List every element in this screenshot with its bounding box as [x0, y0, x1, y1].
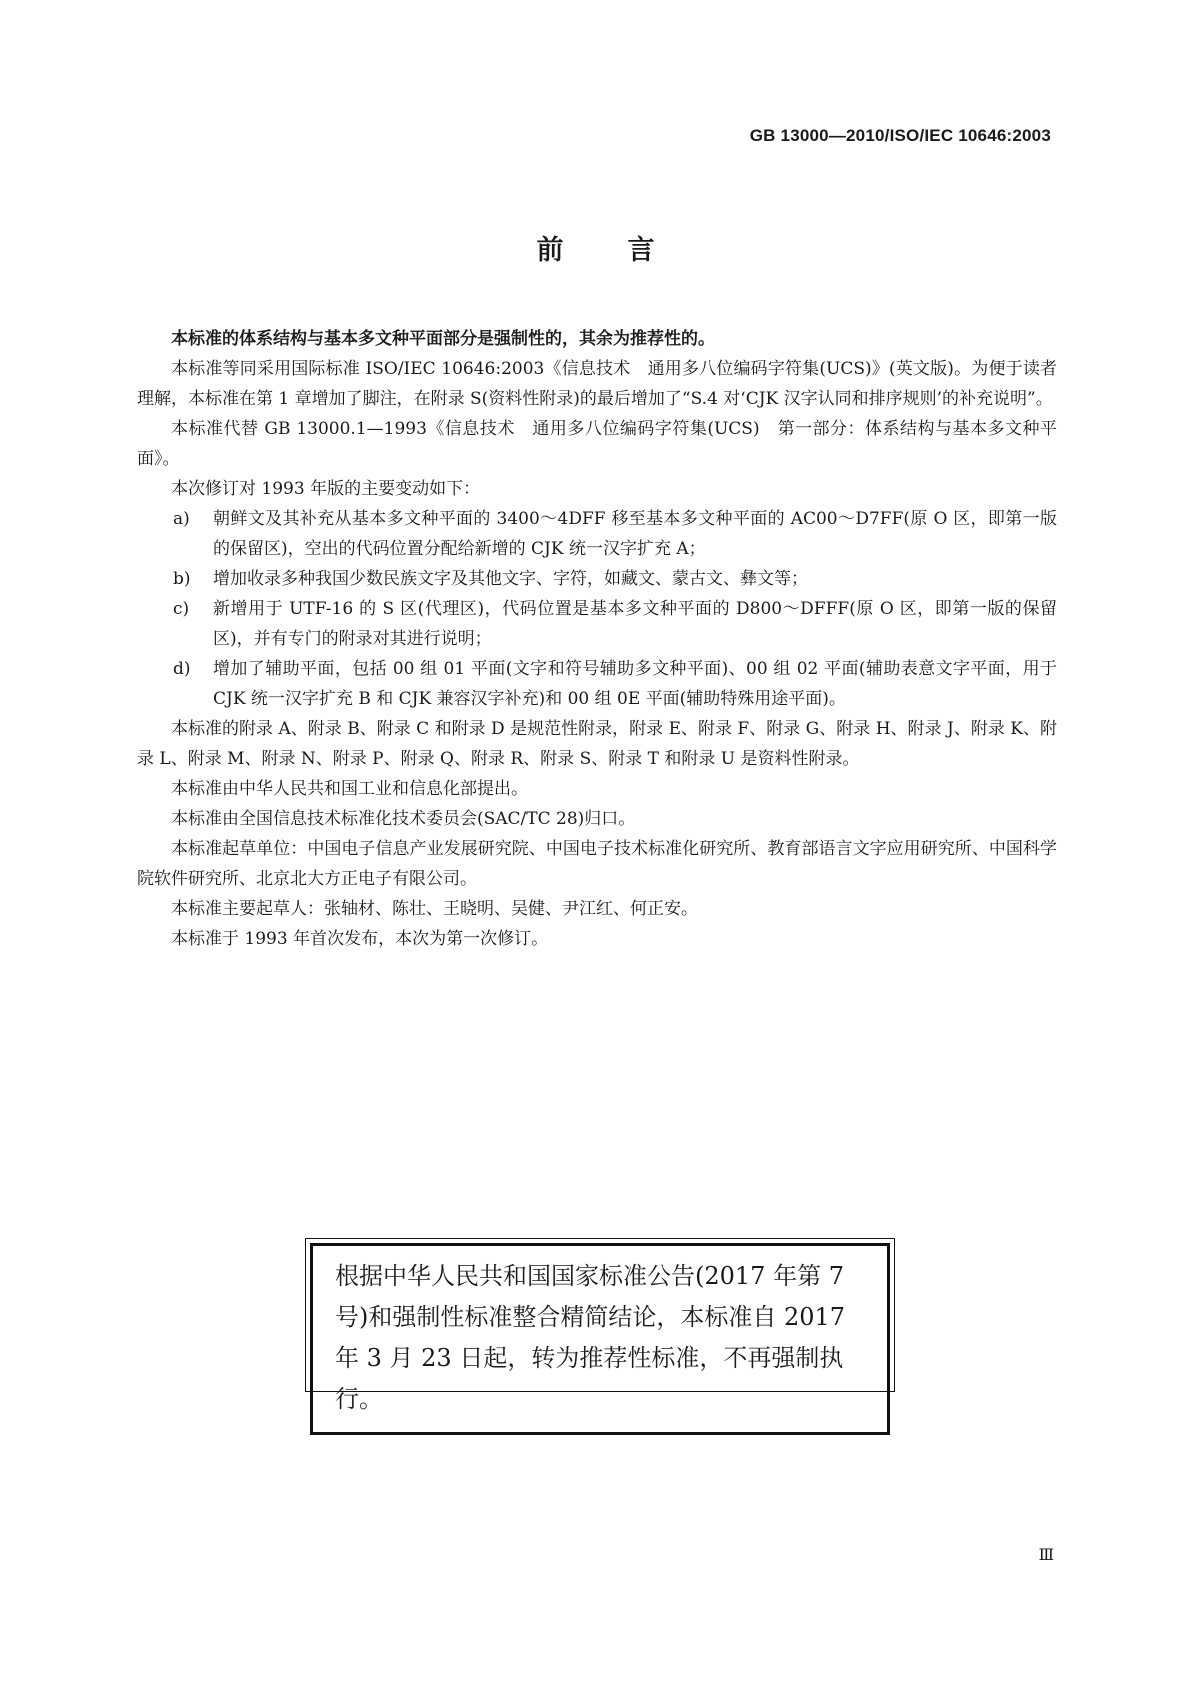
list-text: 增加收录多种我国少数民族文字及其他文字、字符，如藏文、蒙古文、彝文等； — [213, 569, 808, 589]
list-item — [137, 654, 1057, 714]
list-item — [137, 504, 1057, 564]
list-item — [137, 564, 1057, 594]
paragraph-drafters: 本标准主要起草人：张轴材、陈壮、王晓明、吴健、尹江红、何正安。 — [171, 899, 698, 919]
paragraph-proposed-by: 本标准由中华人民共和国工业和信息化部提出。 — [171, 779, 528, 799]
document-code: GB 13000—2010/ISO/IEC 10646:2003 — [749, 126, 1051, 145]
page-title: 前言 — [536, 235, 719, 266]
list-marker: b) — [173, 569, 191, 589]
paragraph-history: 本标准于 1993 年首次发布，本次为第一次修订。 — [171, 929, 549, 949]
notice-box: 根据中华人民共和国国家标准公告(2017 年第 7 号)和强制性标准整合精简结论，本标准自 2017 年 3 月 23 日起，转为推荐性标准，不再强制执行。 — [310, 1243, 890, 1435]
page-number: Ⅲ — [1038, 1545, 1054, 1564]
paragraph-changes-intro: 本次修订对 1993 年版的主要变动如下： — [171, 479, 481, 499]
mandatory-statement: 本标准的体系结构与基本多文种平面部分是强制性的，其余为推荐性的。 — [171, 329, 715, 349]
paragraph-centralized: 本标准由全国信息技术标准化技术委员会(SAC/TC 28)归口。 — [171, 809, 636, 829]
paragraph-replaces: 本标准代替 GB 13000.1—1993《信息技术 通用多八位编码字符集(UCS) 第一部分：体系结构与基本多文种平面》。 — [137, 419, 1057, 469]
list-item — [137, 594, 1057, 654]
list-marker: c) — [173, 599, 190, 619]
list-text: 新增用于 UTF-16 的 S 区(代理区)，代码位置是基本多文种平面的 D800～DFFF(原 O 区，即第一版的保留区)，并有专门的附录对其进行说明； — [213, 599, 1057, 649]
list-marker: a) — [173, 509, 190, 529]
list-text: 增加了辅助平面，包括 00 组 01 平面(文字和符号辅助多文种平面)、00 组 02 平面(辅助表意文字平面，用于 CJK 统一汉字扩充 B 和 CJK 兼容汉字补充)和 00 组 0E 平面(辅助特殊用途平面)。 — [213, 659, 1057, 709]
paragraph-drafting-units: 本标准起草单位：中国电子信息产业发展研究院、中国电子技术标准化研究所、教育部语言文字应用研究所、中国科学院软件研究所、北京北大方正电子有限公司。 — [137, 839, 1057, 889]
paragraph-adoption: 本标准等同采用国际标准 ISO/IEC 10646:2003《信息技术 通用多八位编码字符集(UCS)》(英文版)。为便于读者理解，本标准在第 1 章增加了脚注，在附录 S(资料性附录)的最后增加了“S.4 对‘CJK 汉字认同和排序规则’的补充说明”。 — [137, 359, 1057, 409]
paragraph-annexes: 本标准的附录 A、附录 B、附录 C 和附录 D 是规范性附录，附录 E、附录 F、附录 G、附录 H、附录 J、附录 K、附录 L、附录 M、附录 N、附录 P、附录 Q、附录 R、附录 S、附录 T 和附录 U 是资料性附录。 — [137, 719, 1057, 769]
list-marker: d) — [173, 659, 191, 679]
preface-body — [137, 324, 1057, 954]
list-text: 朝鲜文及其补充从基本多文种平面的 3400～4DFF 移至基本多文种平面的 AC00～D7FF(原 O 区，即第一版的保留区)，空出的代码位置分配给新增的 CJK 统一汉字扩充 A； — [213, 509, 1057, 559]
